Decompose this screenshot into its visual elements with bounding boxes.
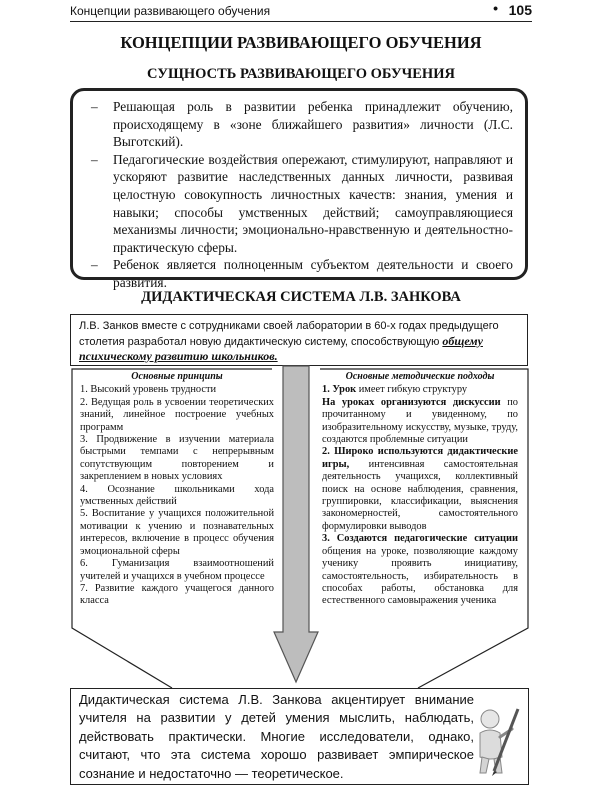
- conclusion-text: Дидактическая система Л.В. Занкова акцентирует внимание учителя на развитии у детей умения мыслить, наблюдать, действовать практически. Многие исследователи, однако, считают, что эта система хорошо развивает эмпирическое сознание и недостаточно — теоретическое.: [79, 692, 474, 781]
- header-section-title: Концепции развивающего обучения: [70, 4, 271, 18]
- essence-item: – Ребенок является полноценным субъектом деятельности и своего развития.: [87, 256, 513, 291]
- approaches-title: Основные методические подходы: [345, 371, 495, 382]
- principle-item: 4. Осознание школьниками хода умственных действий: [80, 483, 274, 508]
- principle-item: 6. Гуманизация взаимоотношений учителей и учащихся в учебном процессе: [80, 558, 274, 582]
- principle-item: 7. Развитие каждого учащегося данного класса: [80, 582, 274, 607]
- page-title: КОНЦЕПЦИИ РАЗВИВАЮЩЕГО ОБУЧЕНИЯ: [120, 33, 482, 52]
- header-bullet: •: [493, 0, 498, 16]
- approach-text: имеет гибкую структуру: [358, 384, 468, 396]
- approach-item: [322, 397, 518, 447]
- essence-item: – Решающая роль в развитии ребенка принадлежит обучению, происходящему в «зоне ближайшего развития» личности (Л.С. Выготский).: [87, 98, 513, 151]
- approach-text: интенсивная самостоятельная деятельность учащихся, коллективный поиск на основе наблюдения, сравнения, группировки, классификации, выяснения закономерностей, самостоятельного формулировки выводов: [322, 458, 518, 532]
- principle-item: 3. Продвижение в изучении материала быстрыми темпами с непрерывным сопутствующим повторением и закреплением в новых условиях: [80, 434, 274, 483]
- essence-item: – Педагогические воздействия опережают, стимулируют, направляют и ускоряют развитие наследственных данных личности, развивая целостную совокупность личностных качеств: знания, умения и навыки; способы умственных действий; самоуправляющиеся механизмы личности; эмоционально-нравственную и деятельностно-практическую сферы.: [87, 151, 513, 257]
- approach-item: [322, 446, 518, 533]
- principles-title: Основные принципы: [131, 371, 223, 382]
- approach-item: [322, 384, 518, 396]
- approach-bold: 1. Урок: [322, 384, 357, 396]
- figure-with-pen-icon: [472, 705, 522, 777]
- approach-text: по прочитанному и увиденному, по изобразительному искусству, музыке, труду, создаются проблемные ситуации: [322, 396, 518, 446]
- essence-heading: СУЩНОСТЬ РАЗВИВАЮЩЕГО ОБУЧЕНИЯ: [147, 66, 455, 82]
- approaches-column: [322, 371, 518, 608]
- conclusion-box: [70, 688, 529, 785]
- approach-bold: 2. Широко используются дидактические игры,: [322, 446, 518, 470]
- principles-column: [80, 371, 274, 608]
- approach-bold: 3. Создаются педагогические ситуации: [322, 533, 518, 545]
- zankov-heading: ДИДАКТИЧЕСКАЯ СИСТЕМА Л.В. ЗАНКОВА: [141, 289, 461, 305]
- page-number: 105: [508, 2, 532, 18]
- principle-item: 1. Высокий уровень трудности: [80, 384, 217, 396]
- down-arrow: [274, 366, 318, 682]
- approach-bold: На уроках организуются дискуссии: [322, 396, 501, 408]
- intro-emphasis: общему психическому развитию школьников.: [79, 333, 483, 363]
- approach-text: общения на уроке, позволяющие каждому ученику проявить инициативу, самостоятельность, избирательность в способах работы, обстановка для естественного самовыражения ученика: [322, 545, 518, 607]
- principle-item: 5. Воспитание у учащихся положительной мотивации к учению и познавательных интересов, включение в процесс обучения эмоциональной сферы: [80, 508, 274, 557]
- principle-item: 2. Ведущая роль в усвоении теоретических знаний, линейное построение учебных программ: [80, 396, 274, 433]
- approach-item: [322, 533, 518, 607]
- intro-text: Л.В. Занков вместе с сотрудниками своей лаборатории в 60-х годах предыдущего столетия разработал новую дидактическую систему, способствующую: [79, 320, 499, 348]
